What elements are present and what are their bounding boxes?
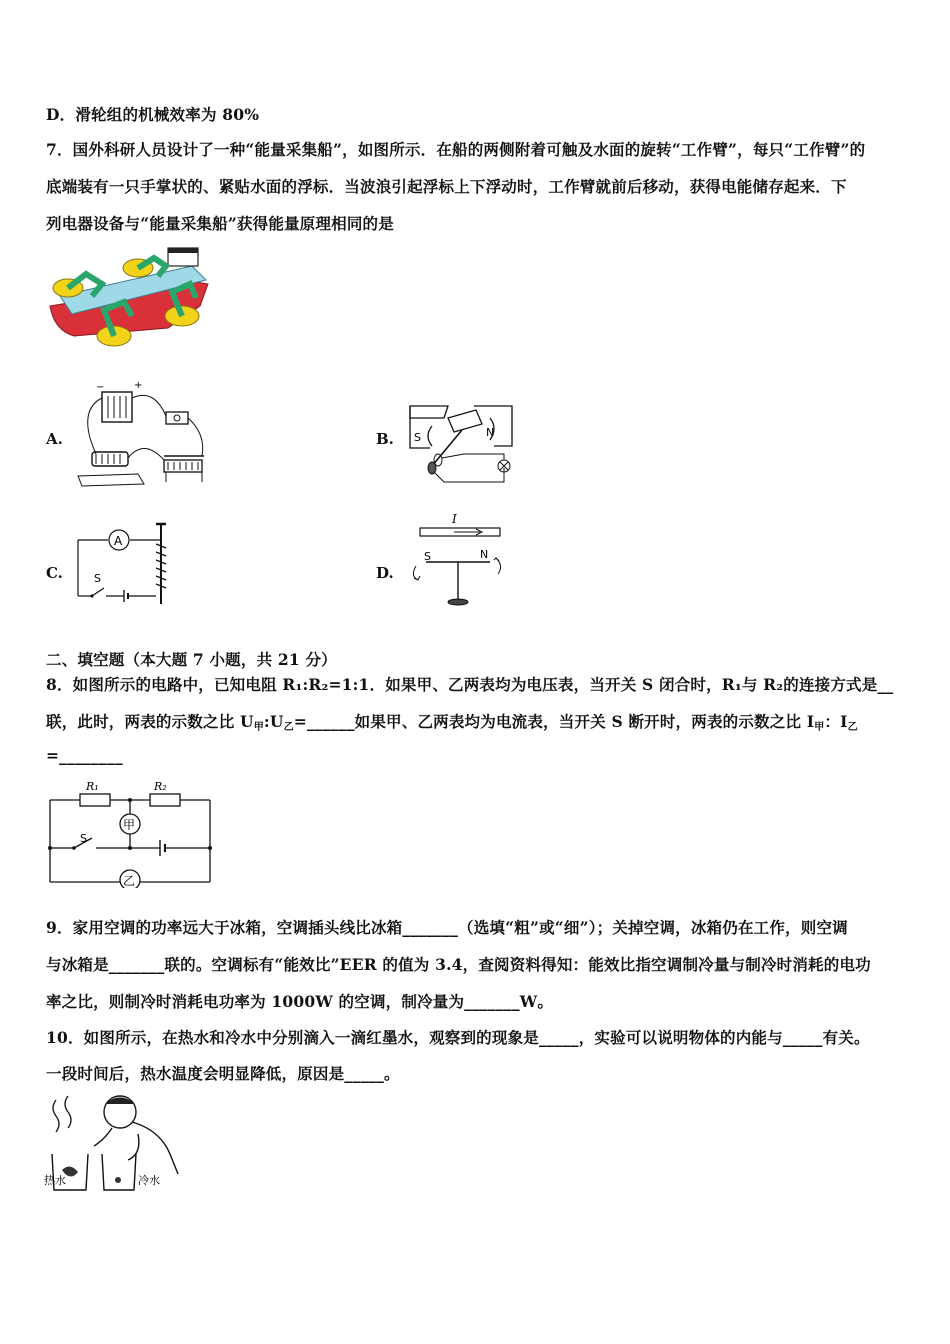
q8-text-part-b: :U bbox=[263, 712, 284, 731]
q7-b-s-label: S bbox=[414, 431, 421, 444]
q8-text-line2 bbox=[46, 710, 858, 733]
q10-text-line1: 10．如图所示，在热水和冷水中分别滴入一滴红墨水，观察到的现象是_____，实验可以说明物体的内能与_____有关。 bbox=[46, 1028, 870, 1047]
q9-text-line2: 与冰箱是_______联的。空调标有“能效比”EER 的值为 3.4，查阅资料得知：能效比指空调制冷量与制冷时消耗的电功 bbox=[46, 955, 871, 974]
q8-sub-jia-2: 甲 bbox=[814, 722, 825, 733]
q8-text-part-a: 联，此时，两表的示数之比 U bbox=[46, 712, 254, 731]
q8-text-line3: =________ bbox=[46, 746, 123, 765]
q8-circuit-figure bbox=[44, 776, 216, 888]
q10-label-hot: 热水 bbox=[44, 1174, 66, 1187]
q8-text-part-c: =______如果甲、乙两表均为电流表，当开关 S 断开时，两表的示数之比 I bbox=[293, 712, 815, 731]
q7-d-n-label: N bbox=[480, 548, 489, 561]
q7-option-c-label: C. bbox=[46, 564, 63, 582]
q7-text-line2: 底端装有一只手掌状的、紧贴水面的浮标．当波浪引起浮标上下浮动时，工作臂就前后移动，获得电能储存起来．下 bbox=[46, 177, 847, 196]
q9-text-line3: 率之比，则制冷时消耗电功率为 1000W 的空调，制冷量为_______W。 bbox=[46, 992, 554, 1011]
svg-text:−: − bbox=[96, 382, 105, 393]
q7-option-a-label: A. bbox=[46, 430, 63, 448]
q8-sub-yi: 乙 bbox=[283, 722, 294, 733]
q8-switch-label: S bbox=[80, 832, 87, 845]
q7-text-line3: 列电器设备与“能量采集船”获得能量原理相同的是 bbox=[46, 214, 394, 233]
q8-meter-jia: 甲 bbox=[123, 818, 136, 832]
q7-option-d-figure bbox=[404, 510, 508, 610]
q8-text-part-d: ：I bbox=[824, 712, 848, 731]
energy-ship-figure bbox=[46, 244, 212, 352]
q7-option-b-label: B. bbox=[376, 430, 394, 448]
q9-text-line1: 9．家用空调的功率远大于冰箱，空调插头线比冰箱_______（选填“粗”或“细”）；关掉空调，冰箱仍在工作，则空调 bbox=[46, 918, 848, 937]
q8-sub-jia: 甲 bbox=[253, 722, 264, 733]
q8-sub-yi-2: 乙 bbox=[847, 722, 858, 733]
section2-title: 二、填空题（本大题 7 小题，共 21 分） bbox=[46, 650, 337, 669]
q7-d-current-label: I bbox=[452, 512, 457, 526]
q7-b-n-label: N bbox=[486, 426, 495, 439]
q7-option-a-figure bbox=[74, 378, 212, 492]
svg-text:+: + bbox=[134, 380, 143, 391]
q8-text-line1: 8．如图所示的电路中，已知电阻 R₁:R₂=1:1．如果甲、乙两表均为电压表，当开关 S 闭合时，R₁与 R₂的连接方式是__ bbox=[46, 675, 894, 694]
q7-d-s-label: S bbox=[424, 550, 431, 563]
q6-option-d: D．滑轮组的机械效率为 80% bbox=[46, 105, 260, 124]
q7-option-d-label: D. bbox=[376, 564, 394, 582]
q7-option-c-figure bbox=[72, 520, 172, 610]
q8-r1-label: R₁ bbox=[86, 780, 99, 793]
q7-text-line1: 7．国外科研人员设计了一种“能量采集船”，如图所示．在船的两侧附着可触及水面的旋转“工作臂”，每只“工作臂”的 bbox=[46, 140, 866, 159]
q10-text-line2: 一段时间后，热水温度会明显降低，原因是_____。 bbox=[46, 1064, 400, 1083]
q10-ink-diffusion-figure bbox=[42, 1090, 182, 1200]
q7-option-b-figure bbox=[404, 396, 516, 486]
q8-meter-yi: 乙 bbox=[123, 874, 136, 888]
q10-label-cold: 冷水 bbox=[138, 1174, 160, 1187]
q7-c-switch-label: S bbox=[94, 572, 101, 585]
q8-r2-label: R₂ bbox=[154, 780, 167, 793]
q7-c-ammeter-label: A bbox=[114, 534, 123, 548]
